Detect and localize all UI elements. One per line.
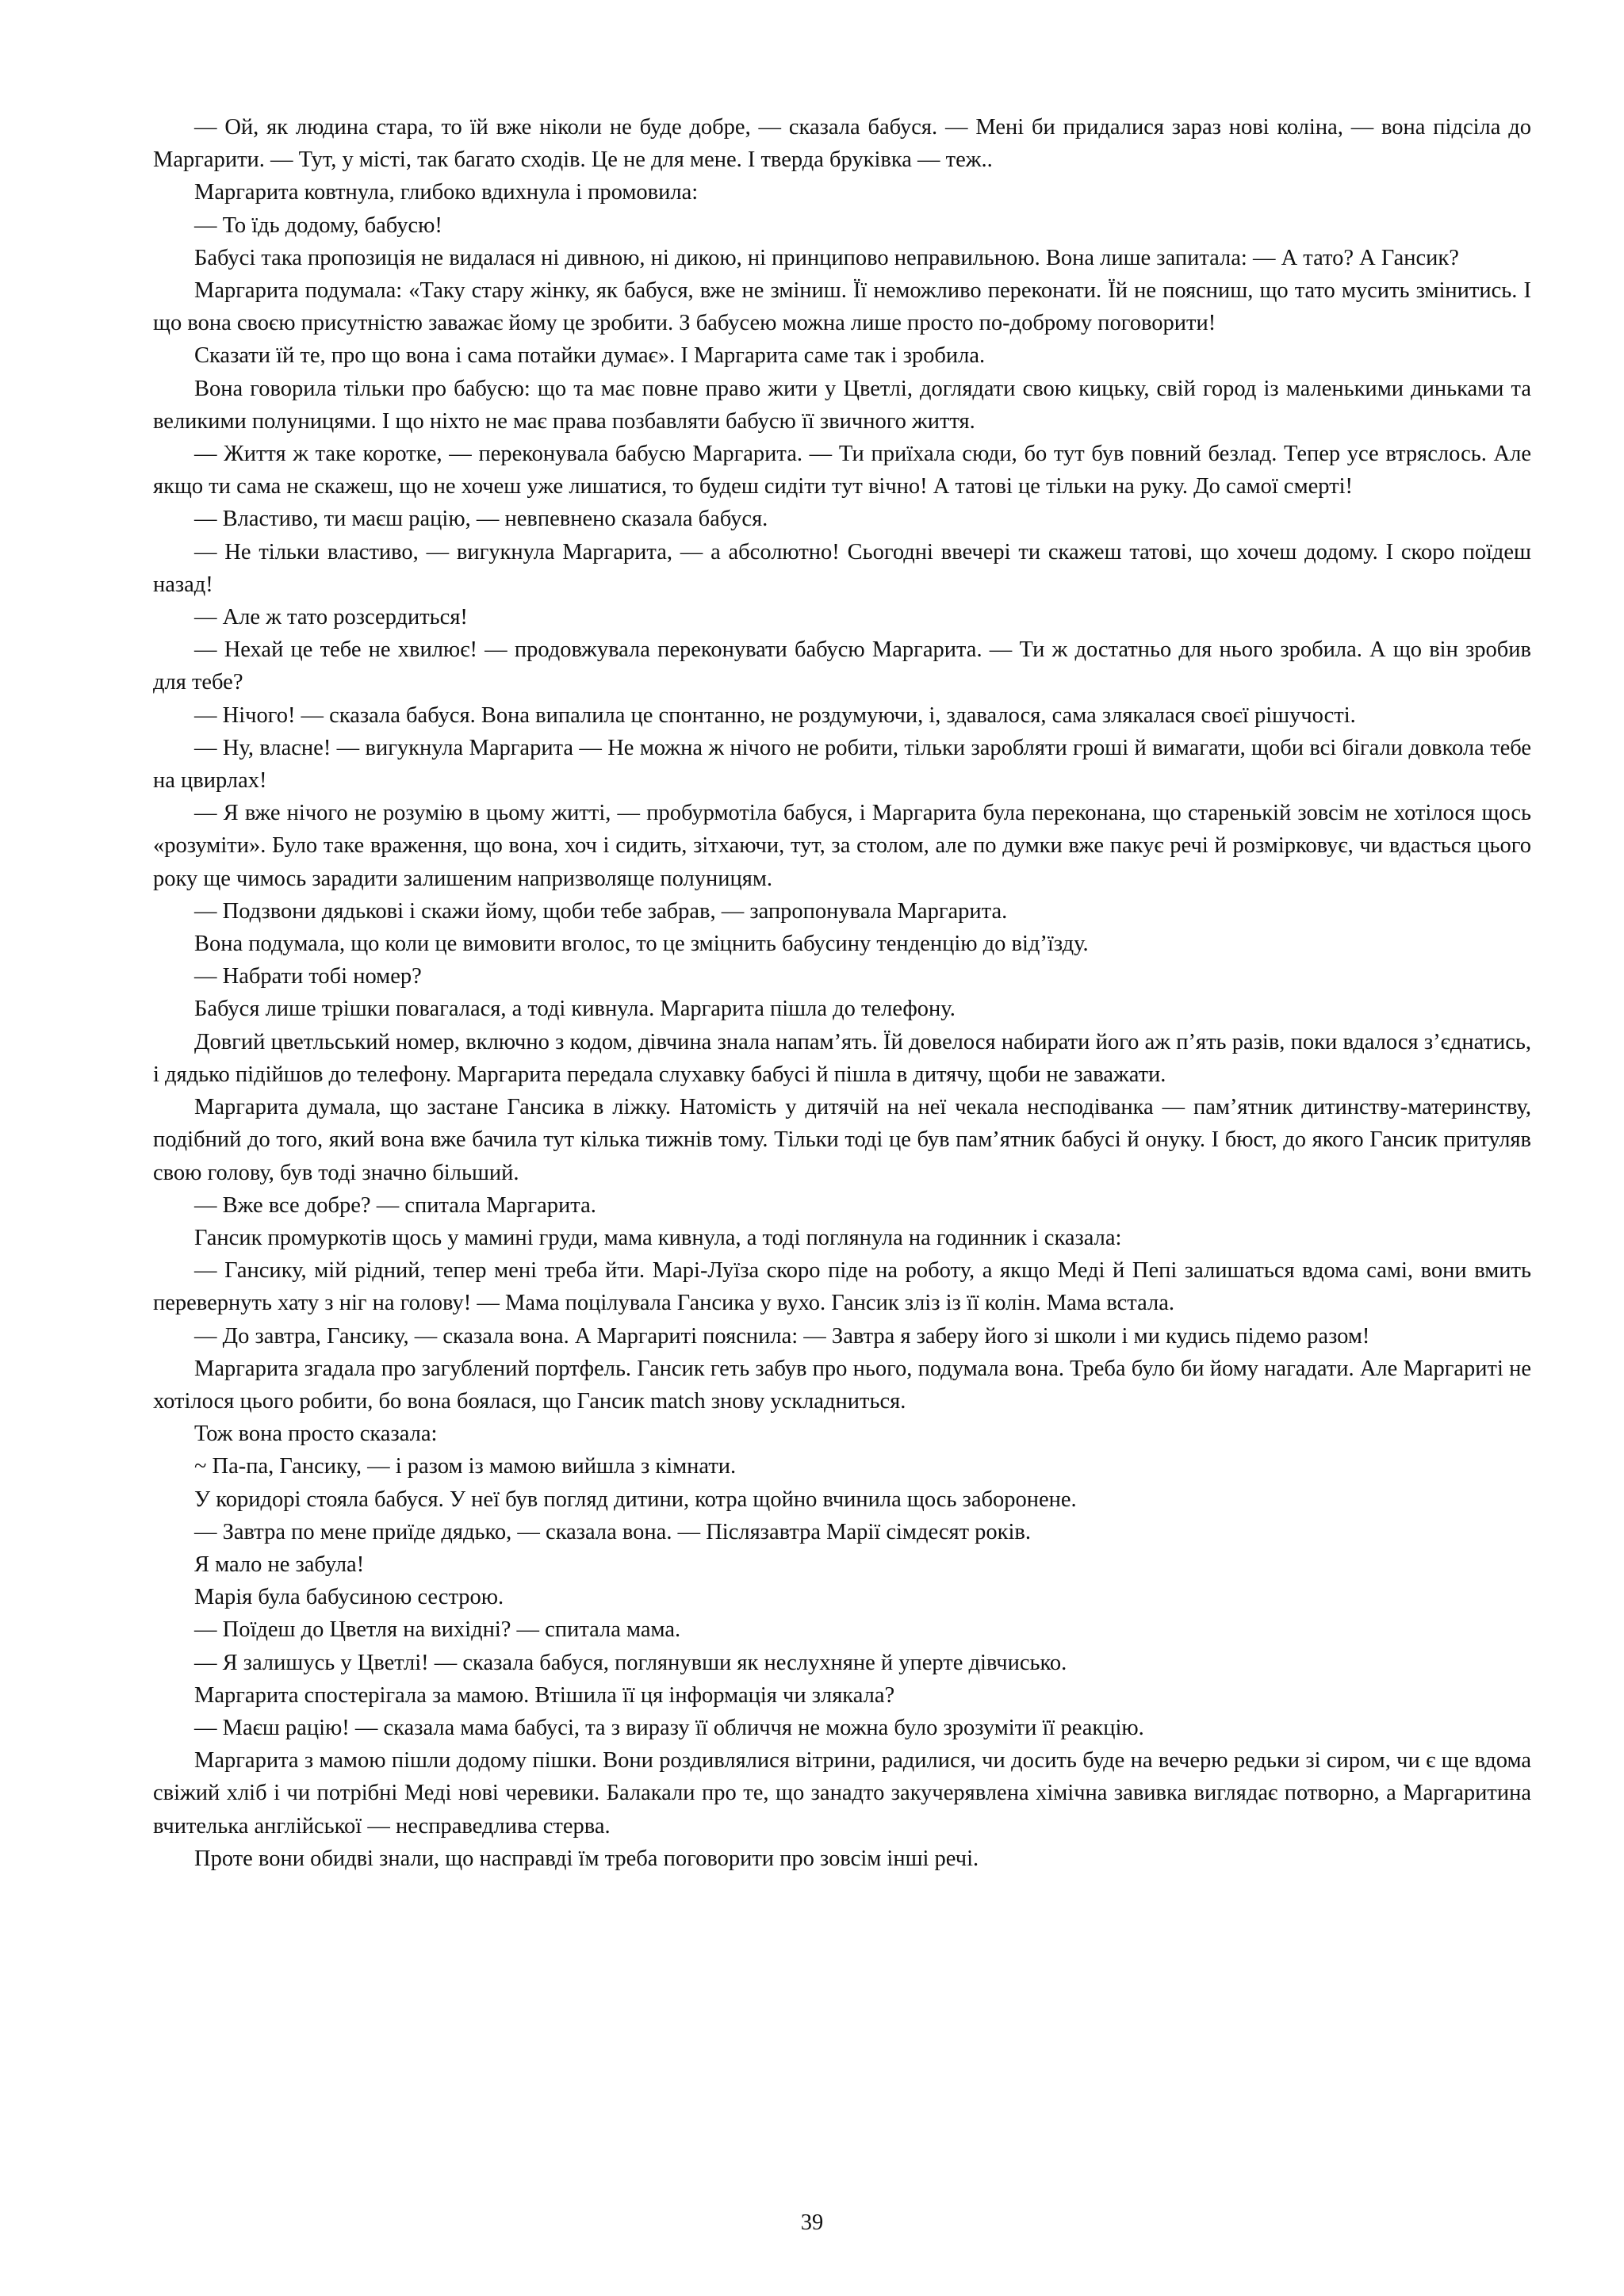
paragraph: Маргарита з мамою пішли додому пішки. Вони роздивлялися вітрини, радилися, чи досить буде на вечерю редьки зі сиром, чи є ще вдома свіжий хліб і чи потрібні Меді нові черевики. Балакали про те, що занадто закучерявлена хімічна завивка виглядає потворно, а Маргаритина вчителька англійської — несправедлива стерва. bbox=[153, 1748, 1531, 1839]
paragraph: Я мало не забула! bbox=[194, 1552, 365, 1577]
paragraph: — Я вже нічого не розумію в цьому житті, — пробурмотіла бабуся, і Маргарита була переконана, що старенькій зовсім не хотілося щось «розуміти». Було таке враження, що вона, хоч і сидить, зітхаючи, тут, за столом, але по думки вже пакує речі й розмірковує, чи вдасться цього року ще чимось зарадити залишеним напризволяще полуницям. bbox=[153, 801, 1531, 891]
paragraph: Гансик промуркотів щось у мамині груди, мама кивнула, а тоді поглянула на годинник і сказала: bbox=[194, 1225, 1122, 1250]
paragraph: Вона подумала, що коли це вимовити вголос, то це зміцнить бабусину тенденцію до від’їзду. bbox=[194, 932, 1089, 957]
paragraph: ~ Па-па, Гансику, — і разом із мамою вийшла з кімнати. bbox=[194, 1454, 737, 1479]
paragraph: Бабуся лише трішки повагалася, а тоді кивнула. Маргарита пішла до телефону. bbox=[194, 997, 956, 1022]
paragraph: Довгий цветльський номер, включно з кодом, дівчина знала напам’ять. Їй довелося набирати його аж п’ять разів, поки вдалося з’єднатись, і дядько підійшов до телефону. Маргарита передала слухавку бабусі й пішла в дитячу, щоби не заважати. bbox=[153, 1029, 1531, 1087]
paragraph: Маргарита думала, що застане Гансика в ліжку. Натомість у дитячій на неї чекала несподіванка — пам’ятник дитинству-материнству, подібний до того, який вона вже бачила тут кілька тижнів тому. Тільки тоді це був пам’ятник бабусі й онуку. І бюст, до якого Гансик притуляв свою голову, був тоді значно більший. bbox=[153, 1095, 1531, 1185]
paragraph: — Життя ж таке коротке, — переконувала бабусю Маргарита. — Ти приїхала сюди, бо тут був повний безлад. Тепер усе втряслось. Але якщо ти сама не скажеш, що не хочеш уже лишатися, то будеш сидіти тут вічно! А татові це тільки на руку. До самої смерті! bbox=[153, 442, 1531, 499]
paragraph: Марія була бабусиною сестрою. bbox=[194, 1585, 504, 1610]
paragraph: — До завтра, Гансику, — сказала вона. А Маргариті пояснила: — Завтра я заберу його зі школи і ми кудись підемо разом! bbox=[194, 1323, 1370, 1349]
paragraph: — Не тільки властиво, — вигукнула Маргарита, — а абсолютно! Сьогодні ввечері ти скажеш татові, що хочеш додому. І скоро поїдеш назад! bbox=[153, 539, 1531, 597]
paragraph: — Я залишусь у Цветлі! — сказала бабуся, поглянувши як неслухняне й уперте дівчисько. bbox=[194, 1650, 1067, 1675]
paragraph: — Завтра по мене приїде дядько, — сказала вона. — Післязавтра Марії сімдесят років. bbox=[194, 1519, 1032, 1544]
paragraph: У коридорі стояла бабуся. У неї був погляд дитини, котра щойно вчинила щось заборонене. bbox=[194, 1487, 1077, 1512]
paragraph: — Але ж тато розсердиться! bbox=[194, 605, 468, 630]
page-number: 39 bbox=[800, 2210, 824, 2235]
paragraph: Бабусі така пропозиція не видалася ні дивною, ні дикою, ні принципово неправильною. Вона лише запитала: — А тато? А Гансик? bbox=[194, 245, 1459, 270]
paragraph: Сказати їй те, про що вона і сама потайки думає». І Маргарита саме так і зробила. bbox=[194, 343, 986, 369]
body-text bbox=[153, 111, 1531, 1875]
paragraph: — Маєш рацію! — сказала мама бабусі, та з виразу її обличчя не можна було зрозуміти її реакцію. bbox=[194, 1715, 1144, 1740]
paragraph: — То їдь додому, бабусю! bbox=[194, 212, 442, 238]
paragraph: — Ой, як людина стара, то їй вже ніколи не буде добре, — сказала бабуся. — Мені би придалися зараз нові коліна, — вона підсіла до Маргарити. — Тут, у місті, так багато сходів. Це не для мене. І тверда бруківка — теж.. bbox=[153, 115, 1531, 173]
paragraph: — Нехай це тебе не хвилює! — продовжувала переконувати бабусю Маргарита. — Ти ж достатньо для нього зробила. А що він зробив для тебе? bbox=[153, 637, 1531, 695]
paragraph: — Поїдеш до Цветля на вихідні? — спитала мама. bbox=[194, 1617, 681, 1643]
paragraph: Маргарита спостерігала за мамою. Втішила її ця інформація чи злякала? bbox=[194, 1682, 895, 1708]
paragraph: Маргарита ковтнула, глибоко вдихнула і промовила: bbox=[194, 180, 699, 205]
paragraph: Проте вони обидві знали, що насправді їм треба поговорити про зовсім інші речі. bbox=[194, 1846, 979, 1871]
paragraph: — Вже все добре? — спитала Маргарита. bbox=[194, 1192, 596, 1218]
paragraph: — Подзвони дядькові і скажи йому, щоби тебе забрав, — запропонувала Маргарита. bbox=[194, 898, 1008, 924]
paragraph: — Властиво, ти маєш рацію, — невпевнено сказала бабуся. bbox=[194, 507, 768, 532]
paragraph: Маргарита згадала про загублений портфель. Гансик геть забув про нього, подумала вона. Треба було би йому нагадати. Але Маргариті не хотілося цього робити, бо вона боялася, що Гансик match знову ускладниться. bbox=[153, 1356, 1531, 1414]
paragraph: — Ну, власне! — вигукнула Маргарита — Не можна ж нічого не робити, тільки заробляти гроші й вимагати, щоби всі бігали довкола тебе на цвирлах! bbox=[153, 735, 1531, 794]
paragraph: — Набрати тобі номер? bbox=[194, 964, 422, 989]
paragraph: Тож вона просто сказала: bbox=[194, 1422, 438, 1447]
paragraph: Вона говорила тільки про бабусю: що та має повне право жити у Цветлі, доглядати свою кицьку, свій город із маленькими диньками та великими полуницями. І що ніхто не має права позбавляти бабусю її звичного життя. bbox=[153, 376, 1531, 434]
paragraph: — Нічого! — сказала бабуся. Вона випалила це спонтанно, не роздумуючи, і, здавалося, сама злякалася своєї рішучості. bbox=[194, 702, 1356, 728]
paragraph: Маргарита подумала: «Таку стару жінку, як бабуся, вже не зміниш. Її неможливо переконати. Їй не поясниш, що тато мусить змінитись. І що вона своєю присутністю заважає йому це зробити. З бабусею можна лише просто по-доброму поговорити! bbox=[153, 278, 1531, 336]
paragraph: — Гансику, мій рідний, тепер мені треба йти. Марі-Луїза скоро піде на роботу, а якщо Меді й Пепі залишаться вдома самі, вони вмить перевернуть хату з ніг на голову! — Мама поцілувала Гансика у вухо. Гансик зліз із її колін. Мама встала. bbox=[153, 1258, 1531, 1316]
